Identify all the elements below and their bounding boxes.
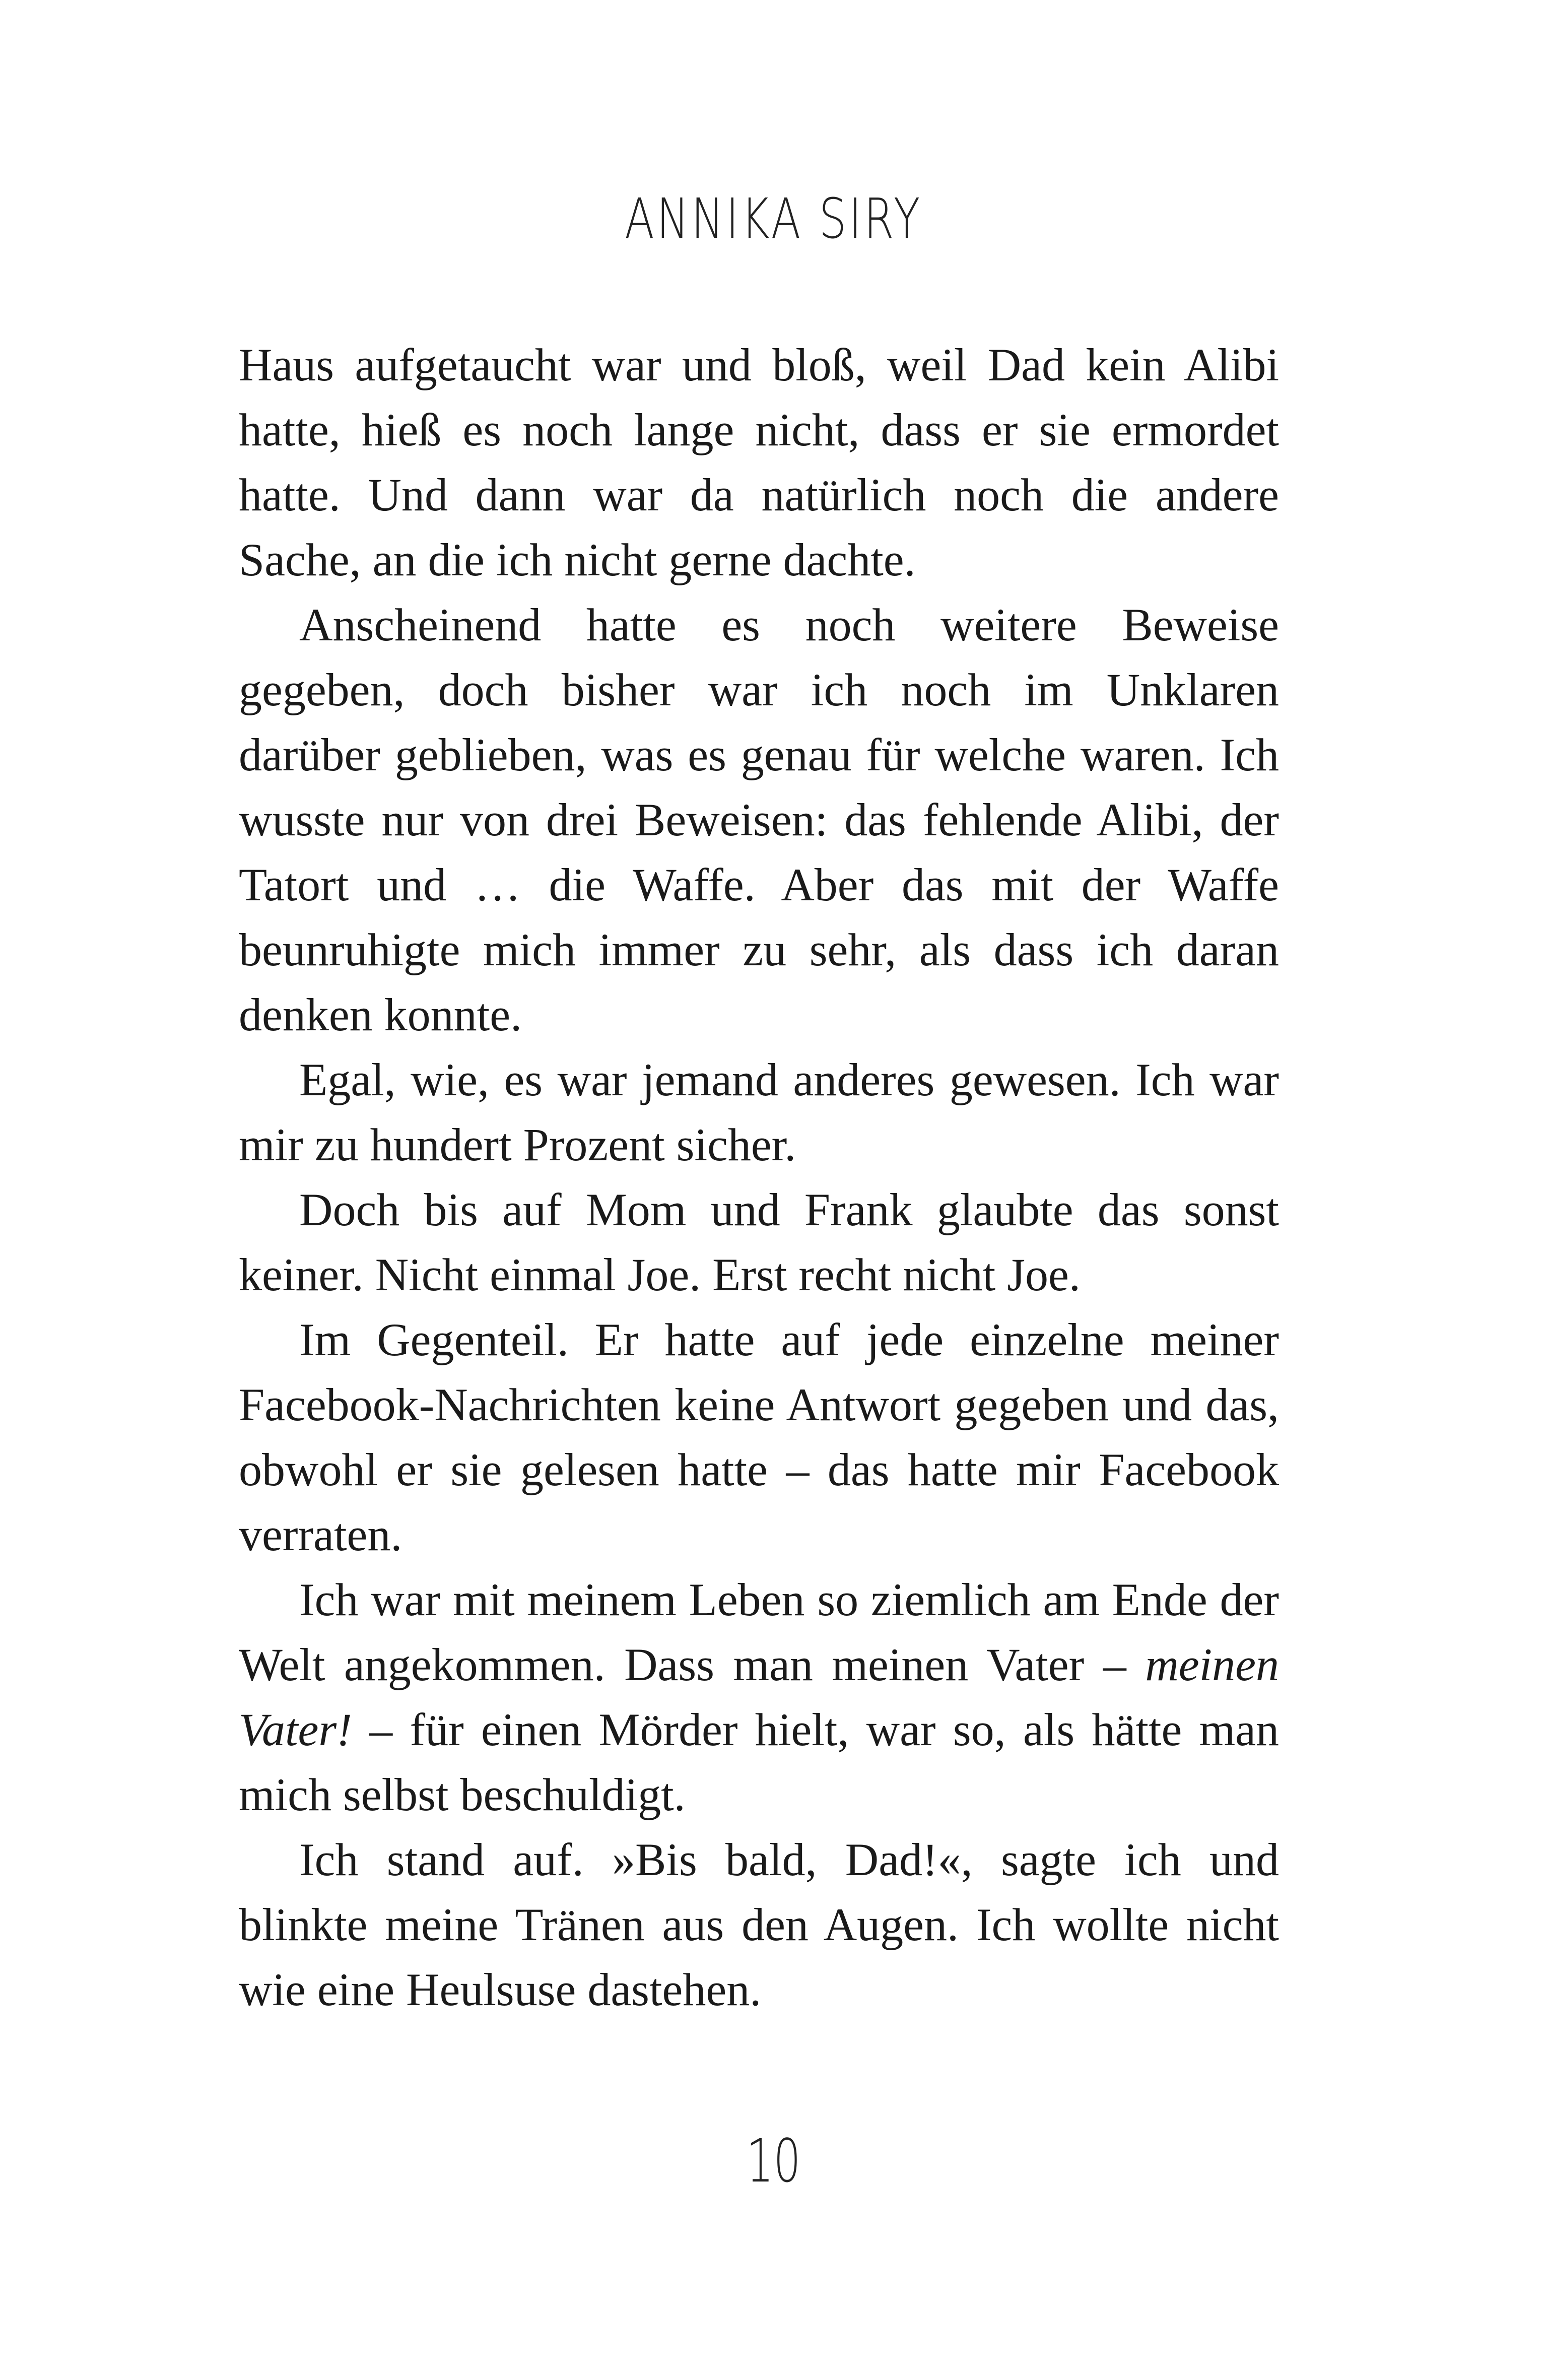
paragraph-3: Egal, wie, es war jemand anderes gewesen. Ich war mir zu hundert Prozent sicher. — [239, 1054, 1279, 1170]
body-text — [239, 333, 1279, 2022]
paragraph-7: Ich stand auf. »Bis bald, Dad!«, sagte ich und blinkte meine Tränen aus den Augen. Ich wollte nicht wie eine Heulsuse dastehen. — [239, 1834, 1279, 2015]
paragraph-5: Im Gegenteil. Er hatte auf jede einzelne meiner Facebook-Nachrichten keine Antwort gegeben und das, obwohl er sie gelesen hatte – das hatte mir Facebook verraten. — [239, 1314, 1279, 1560]
paragraph-6 — [239, 1567, 1279, 1827]
paragraph-4: Doch bis auf Mom und Frank glaubte das sonst keiner. Nicht einmal Joe. Erst recht nicht Joe. — [239, 1184, 1279, 1300]
paragraph-6-before: Ich war mit meinem Leben so ziemlich am Ende der Welt angekommen. Dass man meinen Vater – — [239, 1574, 1279, 1690]
page-number: 10 — [746, 2126, 801, 2196]
paragraph-2: Anscheinend hatte es noch weitere Beweise gegeben, doch bisher war ich noch im Unklaren darüber geblieben, was es genau für welche waren. Ich wusste nur von drei Beweisen: das fehlende Alibi, der Tatort und … die Waffe. Aber das mit der Waffe beunruhigte mich immer zu sehr, als dass ich daran denken konnte. — [239, 599, 1279, 1040]
paragraph-1: Haus aufgetaucht war und bloß, weil Dad kein Alibi hatte, hieß es noch lange nicht, dass er sie ermordet hatte. Und dann war da natürlich noch die andere Sache, an die ich nicht gerne dachte. — [239, 339, 1279, 585]
paragraph-6-after: – für einen Mörder hielt, war so, als hätte man mich selbst beschuldigt. — [239, 1704, 1279, 1820]
running-header-author: ANNIKA SIRY — [625, 186, 922, 251]
paragraph-6-emphasis: meinen Vater! — [239, 1639, 1279, 1755]
